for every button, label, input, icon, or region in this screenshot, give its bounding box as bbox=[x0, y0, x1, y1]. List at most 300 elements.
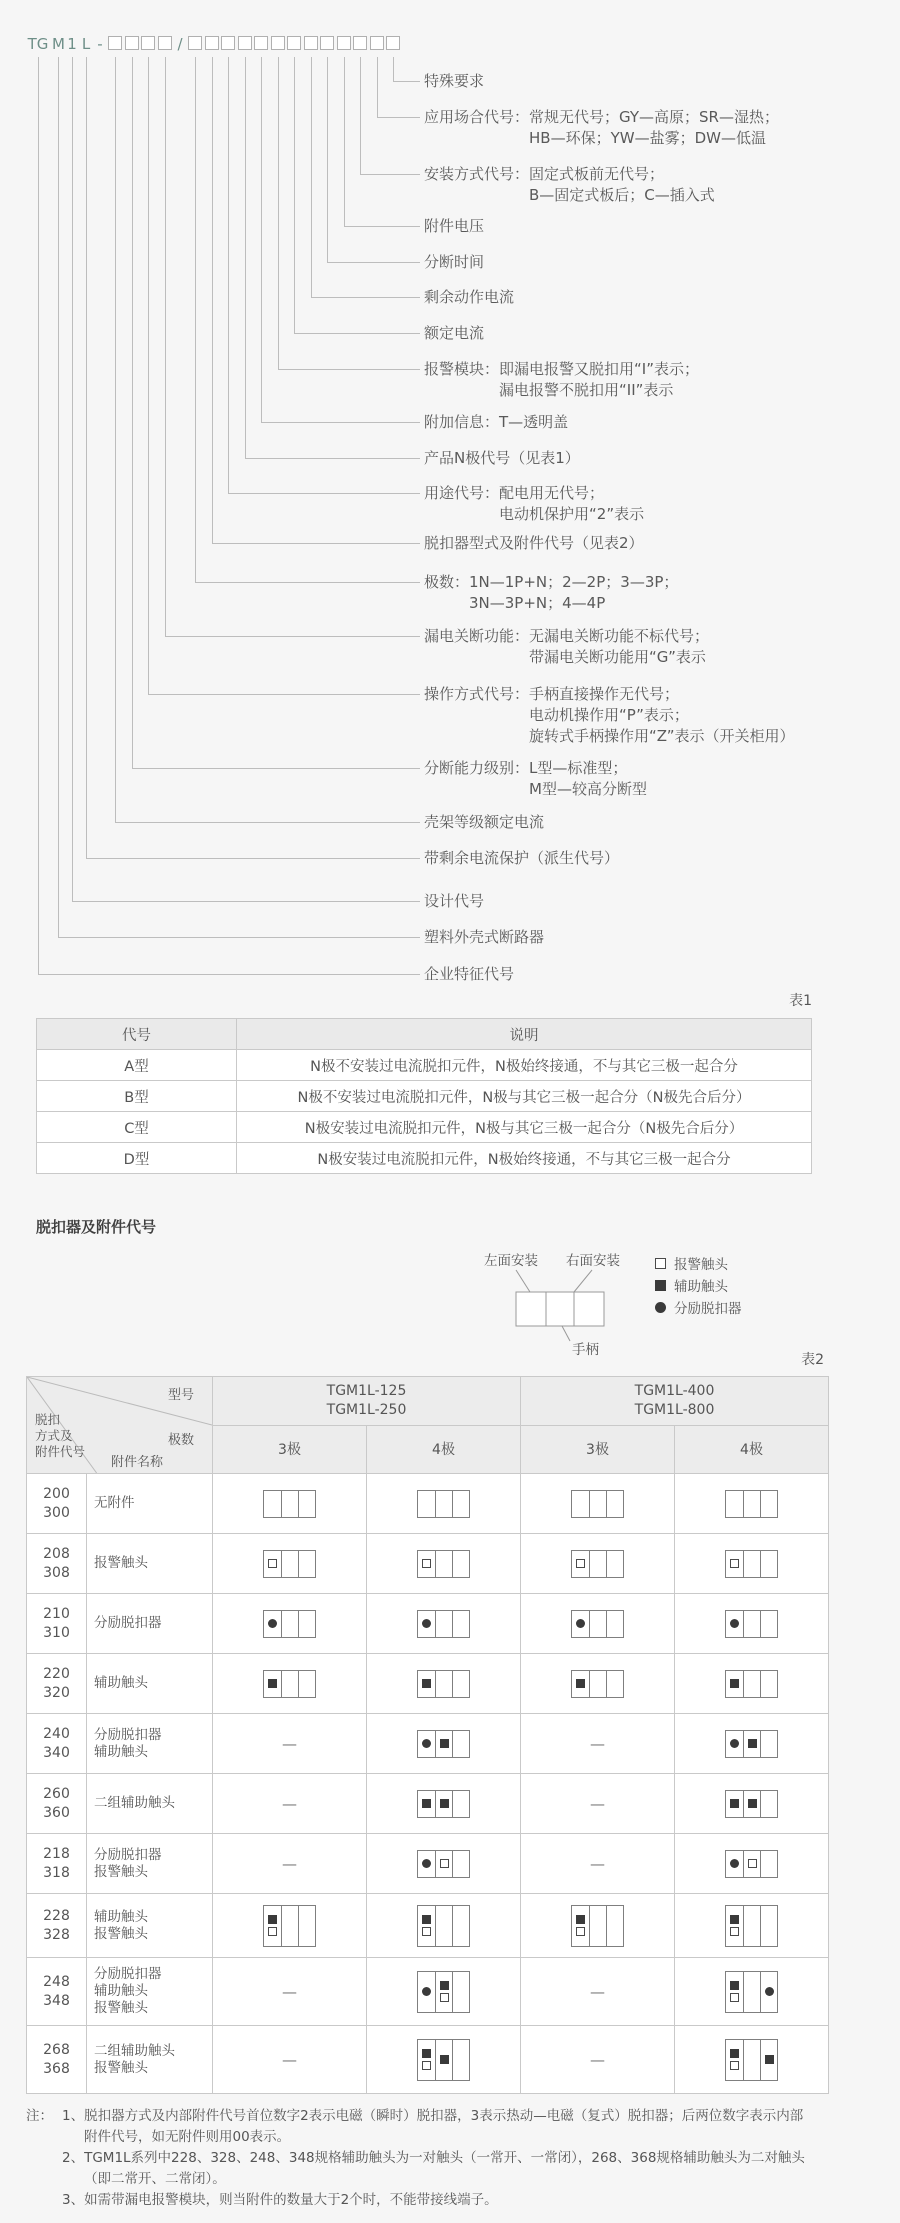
leader-line-horizontal bbox=[294, 333, 420, 334]
accessory-slot bbox=[435, 1551, 452, 1577]
configuration-cell bbox=[675, 2026, 829, 2094]
breaker-accessory-box bbox=[417, 1670, 470, 1698]
accessory-slot bbox=[572, 1611, 589, 1637]
shunt-release-symbol bbox=[576, 1619, 585, 1628]
accessory-slot bbox=[264, 1906, 281, 1946]
accessory-slot bbox=[418, 2040, 435, 2080]
model-group-header bbox=[521, 1377, 829, 1426]
table2-row bbox=[27, 1834, 829, 1894]
code-label bbox=[424, 684, 795, 747]
accessory-slot bbox=[264, 1671, 281, 1697]
configuration-cell bbox=[675, 1534, 829, 1594]
aux-contact-symbol bbox=[422, 1915, 431, 1924]
shunt-release-symbol bbox=[422, 1859, 431, 1868]
breaker-accessory-box bbox=[263, 1905, 316, 1947]
accessory-slot bbox=[760, 1551, 777, 1577]
code-label-line: 漏电关断功能：无漏电关断功能不标代号； bbox=[424, 627, 710, 645]
configuration-cell bbox=[213, 2026, 367, 2094]
configuration-cell bbox=[213, 1958, 367, 2026]
code-label-line: 电动机操作用“P”表示； bbox=[529, 706, 689, 724]
accessory-name-cell bbox=[87, 1594, 213, 1654]
shunt-release-symbol bbox=[422, 1739, 431, 1748]
breaker-accessory-box bbox=[417, 1730, 470, 1758]
aux-contact-symbol bbox=[576, 1915, 585, 1924]
n-pole-code-table bbox=[36, 1018, 812, 1174]
breaker-accessory-box bbox=[417, 1905, 470, 1947]
breaker-accessory-box bbox=[263, 1490, 316, 1518]
code-label bbox=[424, 572, 678, 614]
code-label-line: 应用场合代号：常规无代号；GY—高原；SR—湿热； bbox=[424, 108, 779, 126]
left-mount-label: 左面安装 bbox=[484, 1253, 538, 1269]
code-label-line: 附加信息：T—透明盖 bbox=[424, 413, 569, 431]
configuration-cell bbox=[521, 1894, 675, 1958]
n-pole-type-description: N极不安装过电流脱扣元件，N极与其它三极一起合分（N极先合后分） bbox=[237, 1081, 812, 1112]
legend-label: 报警触头 bbox=[674, 1257, 728, 1273]
configuration-cell bbox=[213, 1654, 367, 1714]
table1-header-row bbox=[37, 1019, 812, 1050]
note-item: 2、TGM1L系列中228、328、248、348规格辅助触头为一对触头（一常开、一常闭），268、368规格辅助触头为二对触头（即二常开、二常闭）。 bbox=[62, 2150, 805, 2187]
legend-item bbox=[655, 1296, 742, 1318]
legend-label: 分励脱扣器 bbox=[674, 1301, 742, 1317]
accessory-name-cell bbox=[87, 1714, 213, 1774]
code-label bbox=[424, 848, 619, 869]
accessory-slot bbox=[435, 1851, 452, 1877]
accessory-slot bbox=[452, 1731, 469, 1757]
trip-code-value: 248 bbox=[43, 1973, 70, 1990]
trip-code-cell bbox=[27, 1774, 87, 1834]
breaker-accessory-box bbox=[725, 1730, 778, 1758]
shunt-release-symbol bbox=[422, 1987, 431, 1996]
note-item: 3、如需带漏电报警模块，则当附件的数量大于2个时，不能带接线端子。 bbox=[62, 2192, 498, 2208]
breaker-body-outline bbox=[516, 1292, 604, 1326]
trip-code-cell bbox=[27, 1654, 87, 1714]
not-available-dash: — bbox=[590, 1854, 605, 1873]
table2-row bbox=[27, 1714, 829, 1774]
configuration-cell bbox=[521, 1594, 675, 1654]
leader-line-vertical bbox=[278, 57, 279, 369]
code-label-line: 设计代号 bbox=[424, 892, 485, 910]
shunt-release-symbol bbox=[730, 1739, 739, 1748]
leader-line-vertical bbox=[38, 57, 39, 974]
accessory-slot bbox=[418, 1731, 435, 1757]
configuration-cell bbox=[367, 1894, 521, 1958]
leader-line-horizontal bbox=[261, 422, 420, 423]
accessory-name-line: 分励脱扣器 bbox=[94, 1615, 162, 1631]
aux-contact-symbol bbox=[748, 1739, 757, 1748]
code-label bbox=[424, 927, 544, 948]
model-code-box bbox=[221, 36, 235, 50]
shunt-release-symbol bbox=[765, 1987, 774, 1996]
leader-line-vertical bbox=[212, 57, 213, 543]
code-label-line: 用途代号：配电用无代号； bbox=[424, 484, 605, 502]
accessory-slot bbox=[572, 1551, 589, 1577]
configuration-cell bbox=[521, 1774, 675, 1834]
accessory-name-cell bbox=[87, 1654, 213, 1714]
code-label bbox=[424, 533, 644, 554]
code-label-line: 极数：1N—1P+N；2—2P；3—3P； bbox=[424, 573, 679, 591]
alarm-contact-symbol bbox=[730, 1993, 739, 2002]
accessory-slot bbox=[298, 1671, 315, 1697]
alarm-contact-symbol bbox=[748, 1859, 757, 1868]
accessory-slot bbox=[572, 1491, 589, 1517]
accessory-name-line: 报警触头 bbox=[94, 2000, 148, 2016]
model-code-box bbox=[188, 36, 202, 50]
accessory-slot bbox=[726, 1551, 743, 1577]
corner-code-label-line: 脱扣 bbox=[35, 1412, 61, 1427]
configuration-cell bbox=[367, 1958, 521, 2026]
accessory-slot bbox=[452, 2040, 469, 2080]
breaker-accessory-box bbox=[417, 1850, 470, 1878]
accessory-slot bbox=[298, 1611, 315, 1637]
trip-code-value: 320 bbox=[43, 1684, 70, 1701]
code-label bbox=[424, 252, 484, 273]
code-label-line: 安装方式代号：固定式板前无代号； bbox=[424, 165, 665, 183]
alarm-contact-symbol bbox=[730, 1927, 739, 1936]
configuration-cell bbox=[367, 1834, 521, 1894]
n-pole-type-code: B型 bbox=[37, 1081, 237, 1112]
accessory-slot bbox=[435, 1611, 452, 1637]
accessory-slot bbox=[435, 1972, 452, 2012]
leader-line-horizontal bbox=[132, 768, 421, 769]
table2-row bbox=[27, 1774, 829, 1834]
breaker-accessory-box bbox=[725, 1971, 778, 2013]
shunt-release-symbol bbox=[730, 1619, 739, 1628]
accessory-name-line: 报警触头 bbox=[94, 2059, 148, 2076]
leader-line-vertical bbox=[58, 57, 59, 937]
accessory-slot bbox=[435, 1791, 452, 1817]
trip-code-value: 310 bbox=[43, 1624, 70, 1641]
model-name: TGM1L-250 bbox=[326, 1401, 407, 1418]
model-code-char: TG bbox=[27, 35, 49, 53]
accessory-slot bbox=[743, 1551, 760, 1577]
aux-contact-symbol bbox=[268, 1679, 277, 1688]
not-available-dash: — bbox=[590, 1734, 605, 1753]
trip-code-cell bbox=[27, 1958, 87, 2026]
alarm-contact-symbol bbox=[268, 1927, 277, 1936]
accessory-slot bbox=[418, 1671, 435, 1697]
breaker-accessory-box bbox=[263, 1670, 316, 1698]
trip-code-value: 210 bbox=[43, 1605, 70, 1622]
accessory-slot bbox=[760, 1906, 777, 1946]
code-label-line: 特殊要求 bbox=[424, 72, 485, 90]
code-label bbox=[424, 359, 699, 401]
accessory-slot bbox=[760, 1972, 777, 2012]
leader-line-vertical bbox=[165, 57, 166, 636]
accessory-slot bbox=[418, 1611, 435, 1637]
aux-contact-symbol bbox=[440, 1739, 449, 1748]
trip-code-value: 308 bbox=[43, 1564, 70, 1581]
accessory-name-line: 无附件 bbox=[94, 1495, 135, 1511]
breaker-accessory-box bbox=[417, 1610, 470, 1638]
code-label-line: 壳架等级额定电流 bbox=[424, 813, 545, 831]
accessory-slot bbox=[743, 1671, 760, 1697]
configuration-cell bbox=[213, 1834, 367, 1894]
corner-accessory-name-label: 附件名称 bbox=[111, 1455, 164, 1470]
trip-code-value: 300 bbox=[43, 1504, 70, 1521]
trip-code-value: 200 bbox=[43, 1485, 70, 1502]
breaker-accessory-box bbox=[417, 1971, 470, 2013]
accessory-slot bbox=[760, 1491, 777, 1517]
handle-leader-line bbox=[562, 1326, 570, 1341]
trip-code-value: 318 bbox=[43, 1864, 70, 1881]
accessory-name-line: 报警触头 bbox=[94, 1863, 148, 1880]
accessory-name-line: 辅助触头 bbox=[94, 1675, 148, 1691]
trip-code-cell bbox=[27, 2026, 87, 2094]
code-label-line: 报警模块：即漏电报警又脱扣用“I”表示； bbox=[424, 360, 699, 378]
breaker-accessory-box bbox=[725, 1550, 778, 1578]
accessory-slot bbox=[264, 1491, 281, 1517]
note-item: 1、脱扣器方式及内部附件代号首位数字2表示电磁（瞬时）脱扣器，3表示热动—电磁（复式）脱扣器；后两位数字表示内部附件代号，如无附件则用00表示。 bbox=[62, 2108, 804, 2145]
leader-line-horizontal bbox=[344, 226, 421, 227]
trip-code-value: 268 bbox=[43, 2041, 70, 2058]
code-label bbox=[424, 812, 544, 833]
not-available-dash: — bbox=[590, 1982, 605, 2001]
code-label-line: B—固定式板后；C—插入式 bbox=[529, 186, 715, 204]
configuration-cell bbox=[213, 1714, 367, 1774]
configuration-cell bbox=[367, 1594, 521, 1654]
accessory-slot bbox=[726, 1972, 743, 2012]
accessory-name-line: 辅助触头 bbox=[94, 1743, 148, 1760]
table2-row bbox=[27, 1474, 829, 1534]
breaker-accessory-box bbox=[263, 1550, 316, 1578]
accessory-slot bbox=[726, 2040, 743, 2080]
leader-line-horizontal bbox=[360, 174, 420, 175]
accessory-slot bbox=[589, 1906, 606, 1946]
leader-line-vertical bbox=[132, 57, 133, 768]
table1-header: 代号 bbox=[37, 1019, 237, 1050]
model-code-box bbox=[158, 36, 172, 50]
configuration-cell bbox=[675, 1714, 829, 1774]
model-code-char: / bbox=[177, 35, 183, 53]
code-label bbox=[424, 323, 484, 344]
legend-label: 辅助触头 bbox=[674, 1279, 728, 1295]
not-available-dash: — bbox=[282, 1734, 297, 1753]
leader-line-horizontal bbox=[86, 858, 420, 859]
accessory-slot bbox=[452, 1851, 469, 1877]
leader-line-horizontal bbox=[393, 81, 420, 82]
breaker-accessory-box bbox=[725, 1670, 778, 1698]
trip-code-value: 368 bbox=[43, 2060, 70, 2077]
model-code-box bbox=[125, 36, 139, 50]
aux-contact-symbol bbox=[440, 1981, 449, 1990]
code-label-line: 带漏电关断功能用“G”表示 bbox=[529, 648, 706, 666]
accessory-slot bbox=[281, 1906, 298, 1946]
model-code-box bbox=[141, 36, 155, 50]
breaker-accessory-box bbox=[725, 2039, 778, 2081]
configuration-cell bbox=[521, 1714, 675, 1774]
trip-code-value: 208 bbox=[43, 1545, 70, 1562]
configuration-cell bbox=[675, 1958, 829, 2026]
shunt-release-symbol bbox=[655, 1302, 666, 1313]
aux-contact-symbol bbox=[576, 1679, 585, 1688]
corner-poles-label: 极数 bbox=[167, 1433, 194, 1448]
table1-row bbox=[37, 1143, 812, 1174]
trip-code-value: 240 bbox=[43, 1725, 70, 1742]
configuration-cell bbox=[521, 2026, 675, 2094]
accessory-slot bbox=[760, 1611, 777, 1637]
accessory-slot bbox=[589, 1671, 606, 1697]
trip-code-cell bbox=[27, 1474, 87, 1534]
configuration-cell bbox=[367, 2026, 521, 2094]
leader-line-vertical bbox=[311, 57, 312, 297]
code-label-line: 操作方式代号：手柄直接操作无代号； bbox=[424, 685, 680, 703]
accessory-slot bbox=[435, 1491, 452, 1517]
leader-line-horizontal bbox=[245, 458, 421, 459]
corner-code-label-line: 方式及 bbox=[35, 1428, 73, 1443]
table2-row bbox=[27, 2026, 829, 2094]
accessory-slot bbox=[589, 1611, 606, 1637]
leader-line-vertical bbox=[344, 57, 345, 226]
accessory-slot bbox=[606, 1551, 623, 1577]
aux-contact-symbol bbox=[422, 1799, 431, 1808]
accessory-slot bbox=[418, 1851, 435, 1877]
accessory-name-cell bbox=[87, 2026, 213, 2094]
configuration-cell bbox=[675, 1654, 829, 1714]
configuration-cell bbox=[213, 1474, 367, 1534]
not-available-dash: — bbox=[282, 1854, 297, 1873]
accessory-slot bbox=[743, 1611, 760, 1637]
accessory-slot bbox=[743, 1491, 760, 1517]
accessory-slot bbox=[418, 1551, 435, 1577]
trip-code-value: 228 bbox=[43, 1907, 70, 1924]
table2-row bbox=[27, 1594, 829, 1654]
not-available-dash: — bbox=[282, 1794, 297, 1813]
leader-line-vertical bbox=[86, 57, 87, 858]
poles-header: 4极 bbox=[367, 1425, 521, 1474]
code-label-line: 剩余动作电流 bbox=[424, 288, 515, 306]
configuration-cell bbox=[367, 1714, 521, 1774]
accessory-slot bbox=[298, 1491, 315, 1517]
trip-unit-accessory-table bbox=[26, 1376, 829, 2094]
accessory-slot bbox=[572, 1671, 589, 1697]
trip-code-cell bbox=[27, 1594, 87, 1654]
breaker-accessory-box bbox=[725, 1905, 778, 1947]
accessory-name-line: 报警触头 bbox=[94, 1555, 148, 1571]
accessory-slot bbox=[572, 1906, 589, 1946]
leader-line-vertical bbox=[72, 57, 73, 901]
accessory-name-line: 分励脱扣器 bbox=[94, 1966, 162, 1982]
model-code-box bbox=[238, 36, 252, 50]
accessory-slot bbox=[452, 1671, 469, 1697]
alarm-contact-symbol bbox=[655, 1258, 666, 1269]
legend-item bbox=[655, 1252, 742, 1274]
aux-contact-symbol bbox=[748, 1799, 757, 1808]
accessory-slot bbox=[760, 2040, 777, 2080]
trip-code-value: 218 bbox=[43, 1845, 70, 1862]
accessory-slot bbox=[760, 1671, 777, 1697]
corner-code-label-line: 附件代号 bbox=[35, 1444, 86, 1459]
aux-contact-symbol bbox=[422, 2049, 431, 2058]
not-available-dash: — bbox=[282, 2050, 297, 2069]
accessory-slot bbox=[281, 1671, 298, 1697]
model-code-box bbox=[304, 36, 318, 50]
code-label bbox=[424, 964, 514, 985]
accessory-slot bbox=[743, 1851, 760, 1877]
n-pole-type-description: N极安装过电流脱扣元件，N极与其它三极一起合分（N极先合后分） bbox=[237, 1112, 812, 1143]
code-label-line: 电动机保护用“2”表示 bbox=[499, 505, 645, 523]
configuration-cell bbox=[367, 1474, 521, 1534]
table2-caption: 表2 bbox=[801, 1352, 824, 1368]
leader-line-vertical bbox=[360, 57, 361, 174]
alarm-contact-symbol bbox=[422, 1927, 431, 1936]
table1-row bbox=[37, 1081, 812, 1112]
accessory-name-cell bbox=[87, 1958, 213, 2026]
accessory-name-line: 辅助触头 bbox=[94, 1983, 148, 1999]
model-code-char: - bbox=[97, 35, 103, 53]
accessory-slot bbox=[452, 1611, 469, 1637]
table2-model-header-row bbox=[27, 1377, 829, 1426]
trip-code-cell bbox=[27, 1834, 87, 1894]
leader-line-vertical bbox=[195, 57, 196, 582]
code-label-line: 脱扣器型式及附件代号（见表2） bbox=[424, 534, 644, 552]
configuration-cell bbox=[367, 1534, 521, 1594]
breaker-accessory-box bbox=[725, 1850, 778, 1878]
trip-code-value: 328 bbox=[43, 1926, 70, 1943]
leader-line-vertical bbox=[377, 57, 378, 117]
aux-contact-symbol bbox=[440, 2055, 449, 2064]
notes bbox=[26, 2106, 806, 2211]
handle-label: 手柄 bbox=[572, 1342, 599, 1358]
leader-line-horizontal bbox=[377, 117, 421, 118]
leader-line-horizontal bbox=[228, 493, 420, 494]
code-label-line: M型—较高分断型 bbox=[529, 780, 647, 798]
breaker-accessory-box bbox=[571, 1610, 624, 1638]
aux-contact-symbol bbox=[422, 1679, 431, 1688]
accessory-slot bbox=[726, 1906, 743, 1946]
table1-row bbox=[37, 1050, 812, 1081]
model-code-char: 1 bbox=[67, 35, 77, 53]
accessory-slot bbox=[452, 1491, 469, 1517]
breaker-accessory-box bbox=[417, 2039, 470, 2081]
configuration-cell bbox=[521, 1474, 675, 1534]
alarm-contact-symbol bbox=[576, 1927, 585, 1936]
model-name: TGM1L-400 bbox=[634, 1382, 715, 1399]
configuration-cell bbox=[521, 1534, 675, 1594]
code-label-line: 企业特征代号 bbox=[424, 965, 515, 983]
table1-row bbox=[37, 1112, 812, 1143]
table2-row bbox=[27, 1894, 829, 1958]
table2-row bbox=[27, 1534, 829, 1594]
accessory-name-line: 报警触头 bbox=[94, 1925, 148, 1942]
accessory-slot bbox=[435, 1731, 452, 1757]
n-pole-type-description: N极安装过电流脱扣元件，N极始终接通，不与其它三极一起合分 bbox=[237, 1143, 812, 1174]
model-code-box bbox=[386, 36, 400, 50]
accessory-slot bbox=[435, 1671, 452, 1697]
accessory-slot bbox=[606, 1906, 623, 1946]
accessory-slot bbox=[589, 1551, 606, 1577]
code-label bbox=[424, 107, 779, 149]
breaker-accessory-box bbox=[571, 1905, 624, 1947]
leader-line-vertical bbox=[327, 57, 328, 262]
breaker-accessory-box bbox=[417, 1550, 470, 1578]
accessory-slot bbox=[589, 1491, 606, 1517]
aux-contact-symbol bbox=[730, 1981, 739, 1990]
code-label-line: 旋转式手柄操作用“Z”表示（开关柜用） bbox=[529, 727, 795, 745]
leader-line-vertical bbox=[294, 57, 295, 333]
n-pole-type-code: D型 bbox=[37, 1143, 237, 1174]
accessory-slot bbox=[743, 1731, 760, 1757]
accessory-name-line: 二组辅助触头 bbox=[94, 1795, 175, 1811]
trip-code-value: 260 bbox=[43, 1785, 70, 1802]
accessory-slot bbox=[281, 1491, 298, 1517]
accessory-name-cell bbox=[87, 1474, 213, 1534]
model-code-box bbox=[254, 36, 268, 50]
code-label-line: 3N—3P+N；4—4P bbox=[469, 594, 606, 612]
configuration-cell bbox=[213, 1894, 367, 1958]
leader-line-horizontal bbox=[72, 901, 420, 902]
accessory-name-cell bbox=[87, 1894, 213, 1958]
leader-line-horizontal bbox=[148, 694, 420, 695]
